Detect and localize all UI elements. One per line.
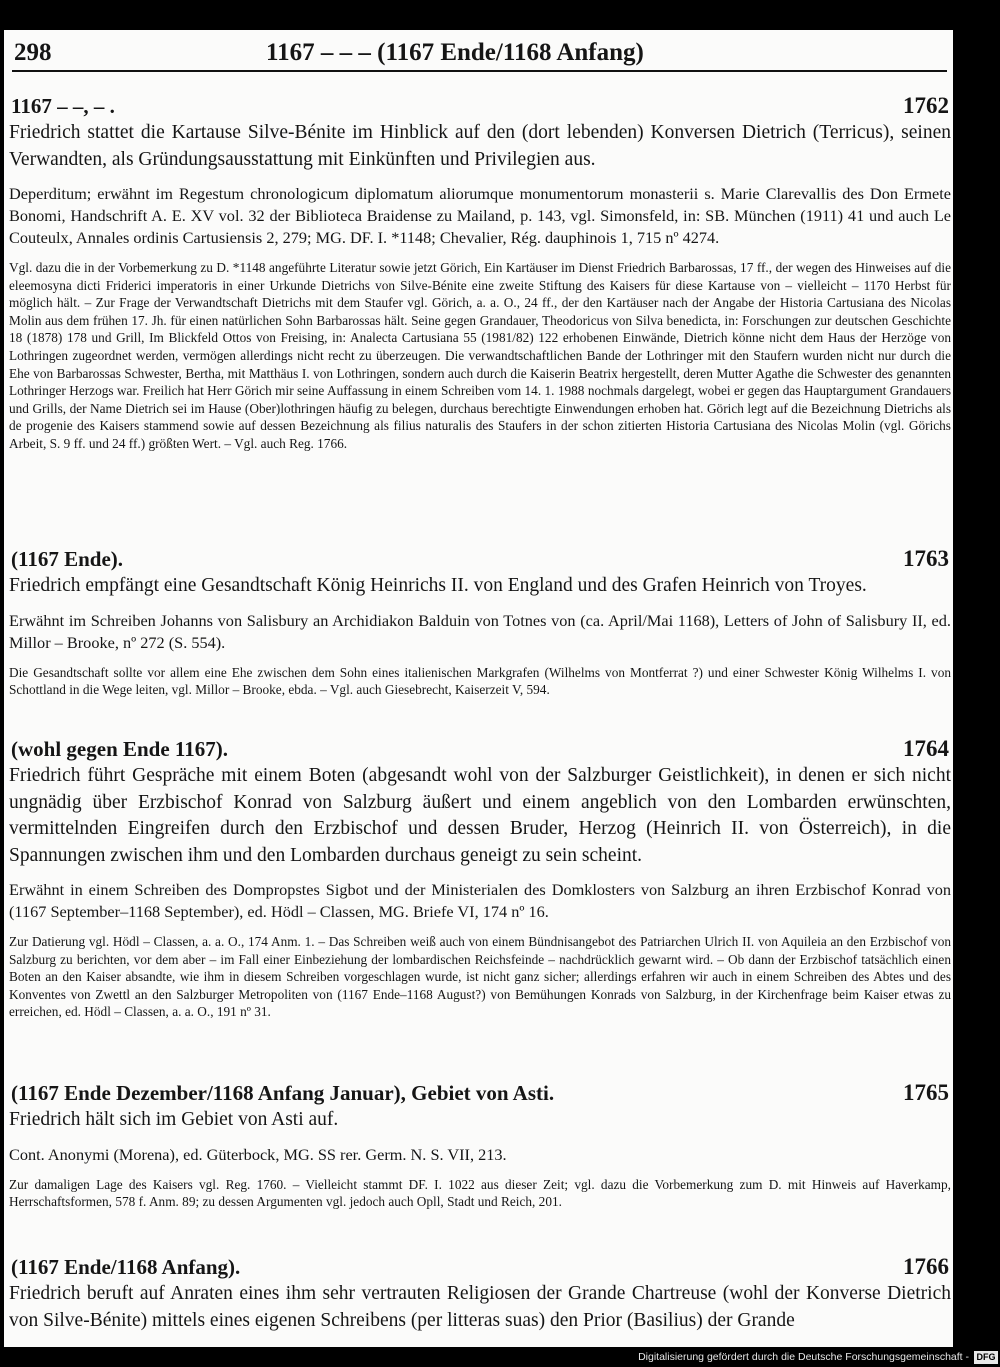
entry-note: Die Gesandtschaft sollte vor allem eine Ehe zwischen dem Sohn eines italienischen Markgrafen (Wilhelms von Montferrat ?) und einer Schwester König Wilhelms I. von Schottland in die Wege leiten, vgl. Millor – Brooke, ebda. – Vgl. auch Giesebrecht, Kaiserzeit V, 594. xyxy=(9,664,951,698)
entry-date: (1167 Ende Dezember/1168 Anfang Januar), Gebiet von Asti. xyxy=(11,1081,555,1105)
entry-number: 1766 xyxy=(903,1254,949,1279)
entry-heading xyxy=(9,1081,951,1107)
running-title: 1167 – – – (1167 Ende/1168 Anfang) xyxy=(266,39,644,66)
regest-entry xyxy=(9,1255,951,1334)
entry-note: Vgl. dazu die in der Vorbemerkung zu D. *1148 angeführte Literatur sowie jetzt Görich, Ein Kartäuser im Dienst Friedrich Barbarossas, 17 ff., der wegen des Hinweises auf die eleemosyna dicti Friderici imperatoris in einer Urkunde Dietrichs von Silve-Bénite eine zweite Stiftung des Kaisers für diese Kartause von – vielleicht – 1170 Herbst für möglich hält. – Zur Frage der Verwandtschaft Dietrichs mit dem Staufer vgl. Görich, a. a. O., 24 ff., der den Kartäuser nach der Angabe der Historia Cartusiana des Nicolas Molin aus dem frühen 17. Jh. für einen natürlichen Sohn Barbarossas hält. Seine gegen Grandauer, Theodoricus von Silva benedicta, in: Forschungen zur deutschen Geschichte 18 (1878) 178 und Grill, Im Blickfeld Ottos von Freising, in: Analecta Cartusiana 55 (1981/82) 122 erhobenen Einwände, Dietrich könne nicht dem Haus der Herzöge von Lothringen zugeordnet werden, vermögen allerdings nicht recht zu überzeugen. Die verwandtschaftlichen Bande der Lothringer mit den Staufern wurden nicht nur durch die Ehe von Barbarossas Schwester, Bertha, mit Matthäus I. von Lothringen, sondern auch durch die Kaiserin Beatrix hergestellt, deren Mutter Agathe die Schwester des genannten Lothringer Herzogs war. Freilich hat Herr Görich mir seine Auffassung in einem Schreiben vom 14. 1. 1988 nochmals dargelegt, wobei er gegen das Hauptargument Grandauers und Grills, der Name Dietrich sei im Hause (Ober)lothringen häufig zu belegen, durchaus berechtigte Einwendungen erhoben hat. Görich legt auf die Bezeichnung Dietrichs als de progenie des Kaisers stammend sowie auf dessen Bezeichnung als filius naturalis des Staufers in der schon zitierten Historia Cartusiana des Nicolas Molin (vgl. Görichs Arbeit, S. 9 ff. und 24 ff.) größten Wert. – Vgl. auch Reg. 1766. xyxy=(9,260,951,451)
page-number: 298 xyxy=(14,39,52,66)
entry-date: (1167 Ende). xyxy=(11,547,124,571)
entry-heading xyxy=(9,547,951,573)
entry-number: 1764 xyxy=(903,736,949,761)
entry-regest: Friedrich stattet die Kartause Silve-Bénite im Hinblick auf den (dort lebenden) Konversen Dietrich (Terricus), seinen Verwandten, als Gründungsausstattung mit Einkünften und Privilegien aus. xyxy=(9,122,951,170)
entry-number: 1763 xyxy=(903,546,949,571)
entry-date: 1167 – –, – . xyxy=(11,94,115,118)
entry-regest: Friedrich empfängt eine Gesandtschaft König Heinrichs II. von England und des Grafen Heinrich von Troyes. xyxy=(9,575,867,596)
entry-regest: Friedrich führt Gespräche mit einem Boten (abgesandt wohl von der Salzburger Geistlichkeit), in denen er sich nicht ungnädig über Erzbischof Konrad von Salzburg äußert und einem angeblich von den Lombarden erwünschten, vermittelnden Eingreifen durch den Erzbischof und dessen Bruder, Herzog (Heinrich II. von Österreich), in die Spannungen zwischen ihm und den Lombarden durchaus geneigt zu sein scheint. xyxy=(9,765,951,866)
entry-date: (wohl gegen Ende 1167). xyxy=(11,737,229,761)
document-page xyxy=(4,30,953,1347)
entry-number: 1762 xyxy=(903,93,949,118)
entry-source: Deperditum; erwähnt im Regestum chronologicum diplomatum aliorumque monumentorum monasterii s. Marie Clarevallis des Don Ermete Bonomi, Handschrift A. E. XV vol. 32 der Biblioteca Braidense zu Mailand, p. 143, vgl. Simonsfeld, in: SB. München (1911) 41 und auch Le Couteulx, Annales ordinis Cartusiensis 2, 279; MG. DF. I. *1148; Chevalier, Rég. dauphinois 1, 715 nº 4274. xyxy=(9,184,951,247)
entry-heading xyxy=(9,737,951,763)
entry-source: Cont. Anonymi (Morena), ed. Güterbock, MG. SS rer. Germ. N. S. VII, 213. xyxy=(9,1144,507,1164)
regest-entry xyxy=(9,547,951,699)
entry-regest: Friedrich hält sich im Gebiet von Asti auf. xyxy=(9,1109,339,1130)
regest-entry xyxy=(9,1081,951,1211)
dfg-logo: DFG xyxy=(974,1351,998,1364)
entry-regest: Friedrich beruft auf Anraten eines ihm sehr vertrauten Religiosen der Grande Chartreuse (wohl der Konverse Dietrich von Silve-Bénite) mittels eines eigenen Schreibens (per litteras suas) den Prior (Basilius) der Grande xyxy=(9,1283,951,1331)
entry-note: Zur damaligen Lage des Kaisers vgl. Reg. 1760. – Vielleicht stammt DF. I. 1022 aus dieser Zeit; vgl. dazu die Vorbemerkung zum D. mit Hinweis auf Haverkamp, Herrschaftsformen, 578 f. Anm. 89; zu dessen Argumenten vgl. jedoch auch Opll, Stadt und Reich, 201. xyxy=(9,1176,951,1210)
page-header xyxy=(12,36,947,72)
entry-date: (1167 Ende/1168 Anfang). xyxy=(11,1255,241,1279)
regest-entry xyxy=(9,94,951,453)
entry-number: 1765 xyxy=(903,1080,949,1105)
digitization-credit xyxy=(638,1349,998,1365)
regest-entry xyxy=(9,737,951,1021)
entry-heading xyxy=(9,1255,951,1281)
entry-source: Erwähnt im Schreiben Johanns von Salisbury an Archidiakon Balduin von Totnes von (ca. April/Mai 1168), Letters of John of Salisbury II, ed. Millor – Brooke, nº 272 (S. 554). xyxy=(9,610,951,652)
entry-source: Erwähnt in einem Schreiben des Dompropstes Sigbot und der Ministerialen des Domklosters von Salzburg an ihren Erzbischof Konrad von (1167 September–1168 September), ed. Hödl – Classen, MG. Briefe VI, 174 nº 16. xyxy=(9,880,951,921)
entry-heading xyxy=(9,94,951,120)
credit-text: Digitalisierung gefördert durch die Deutsche Forschungsgemeinschaft - xyxy=(638,1351,969,1363)
entry-note: Zur Datierung vgl. Hödl – Classen, a. a. O., 174 Anm. 1. – Das Schreiben weiß auch von einem Bündnisangebot des Patriarchen Ulrich II. von Aquileia an den Erzbischof von Salzburg zu berichten, vor dem aber – im Fall einer Einbeziehung der lombardischen Reichsfeinde – nachdrücklich gewarnt wird. – Ob dann der Erzbischof tatsächlich einen Boten an den Kaiser absandte, wie ihm in diesem Schreiben vorgeschlagen wurde, ist nicht ganz sicher; allerdings erfahren wir auch in einem Schreiben des Abtes und des Konventes von Zwettl an den Salzburger Metropoliten von (1167 Ende–1168 August?) von Bemühungen Konrads von Salzburg, in der Kirchenfrage beim Kaiser etwas zu erreichen, ed. Hödl – Classen, a. a. O., 191 nº 31. xyxy=(9,934,951,1020)
